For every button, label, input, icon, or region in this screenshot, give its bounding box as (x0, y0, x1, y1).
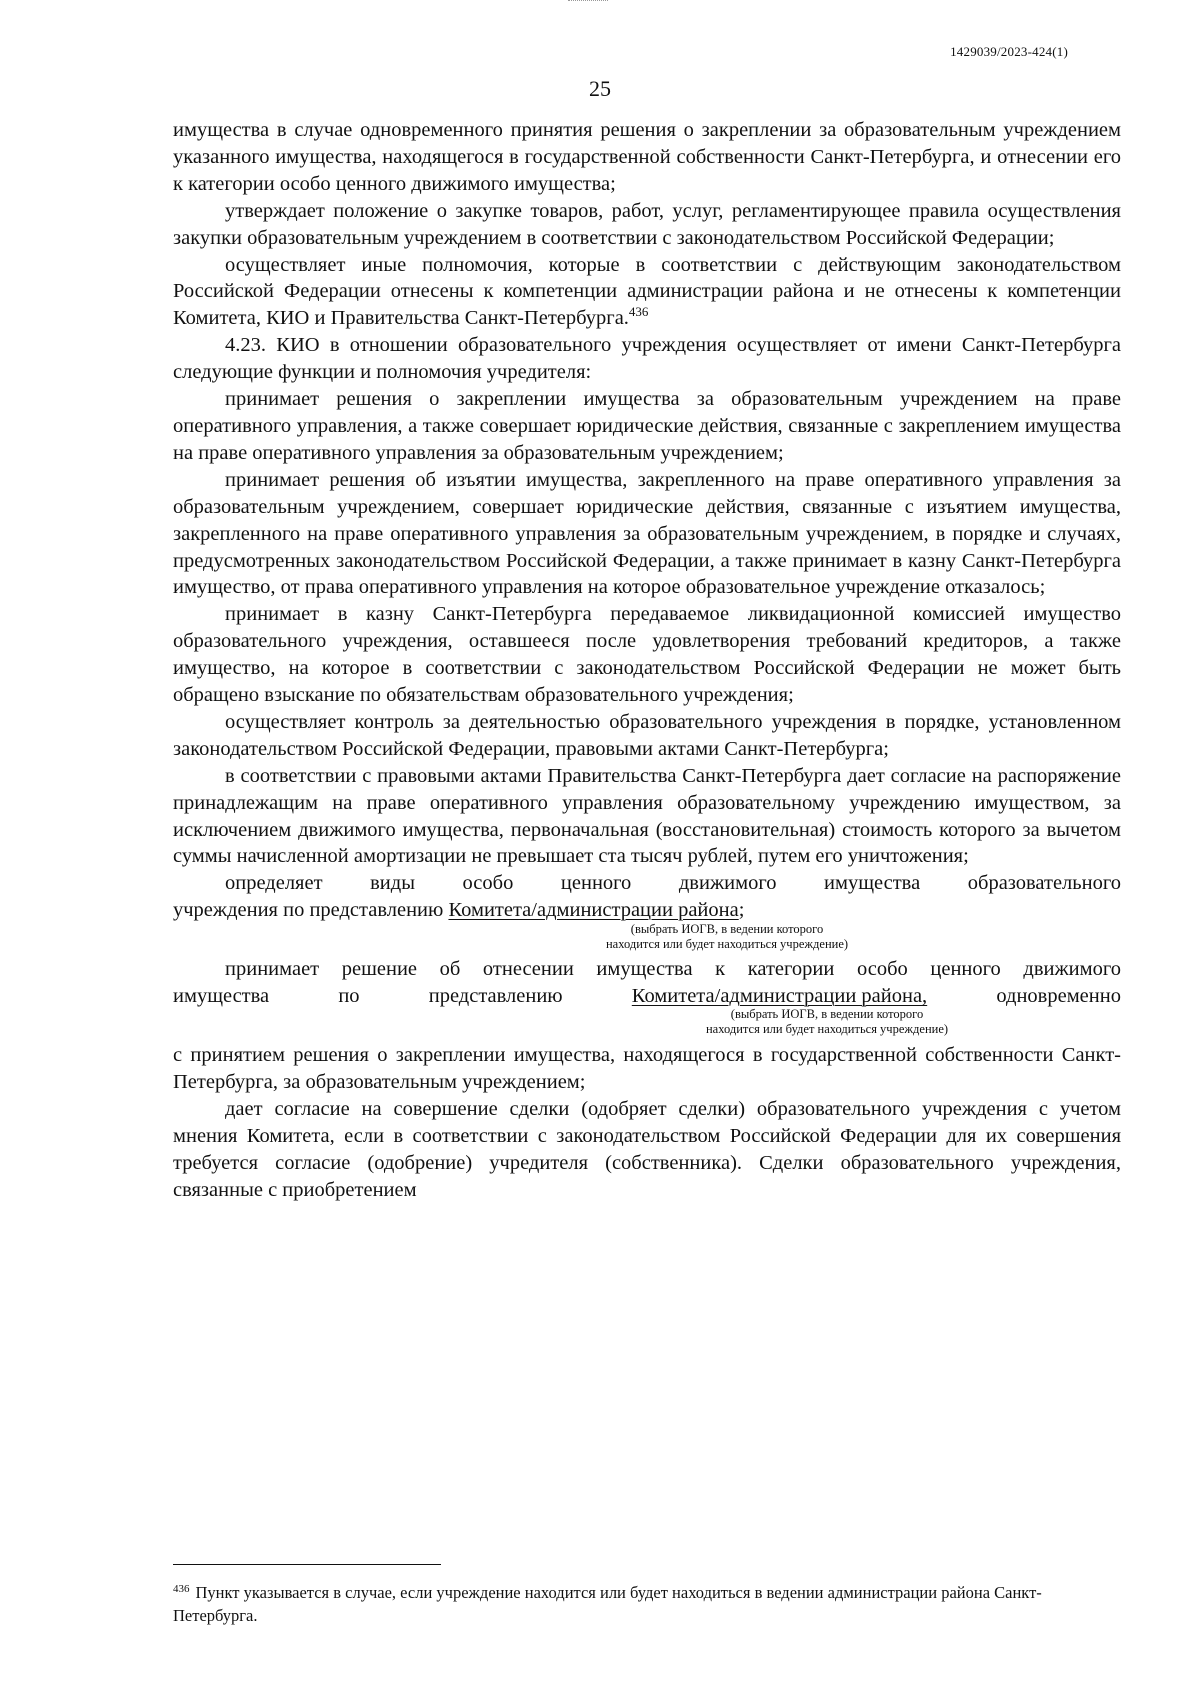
authority-choice-note-2-line1: (выбрать ИОГВ, в ведении которого (730, 1007, 924, 1021)
paragraph-control: осуществляет контроль за деятельностью образовательного учреждения в порядке, установленном законодательством Российской Федерации, правовыми актами Санкт-Петербурга; (173, 710, 1121, 760)
document-id: 1429039/2023-424(1) (950, 44, 1068, 59)
paragraph-consent-disposal: в соответствии с правовыми актами Правительства Санкт-Петербурга дает согласие на распоряжение принадлежащим на праве оперативного управления образовательному учреждению имуществом, за исключением движимого имущества, первоначальная (восстановительная) стоимость которого за вычетом суммы начисленной амортизации не превышает ста тысяч рублей, путем его уничтожения; (173, 764, 1121, 868)
footnote-text: Пункт указывается в случае, если учреждение находится или будет находиться в ведении администрации района Санкт-Петербурга. (173, 1583, 1042, 1625)
authority-choice-note-2-line2: находится или будет находиться учреждение) (705, 1022, 949, 1036)
paragraph-other-powers-text: осуществляет иные полномочия, которые в соответствии с действующим законодательством Российской Федерации отнесены к компетенции администрации района и не отнесены к компетенции Комитета, КИО и Правительства Санкт-Петербурга. (173, 253, 1121, 330)
decision-word-3: представлению (428, 985, 563, 1008)
valuable-types-suffix: ; (738, 899, 745, 922)
footnote-number: 436 (173, 1582, 190, 1595)
paragraph-decision-line2 (173, 983, 1121, 1010)
decision-word-4: одновременно (996, 985, 1121, 1008)
footnote (173, 1581, 1121, 1627)
footnote-reference: 436 (628, 304, 649, 320)
document-body (173, 117, 1121, 1203)
valuable-types-prefix: учреждения по представлению (173, 899, 449, 922)
authority-choice-note-2 (533, 1007, 1121, 1037)
footnote-separator (173, 1564, 441, 1565)
paragraph-4-23: 4.23. КИО в отношении образовательного учреждения осуществляет от имени Санкт-Петербурга следующие функции и полномочия учредителя: (173, 334, 1121, 384)
paragraph-transaction-consent: дает согласие на совершение сделки (одобряет сделки) образовательного учреждения с учетом мнения Комитета, если в соответствии с законодательством Российской Федерации для их совершения требуется согласие (одобрение) учредителя (собственника). Сделки образовательного учреждения, связанные с приобретением (173, 1097, 1121, 1201)
authority-choice-note (333, 922, 1121, 952)
decision-word-1: имущества (173, 985, 270, 1008)
paragraph-valuable-types-line1: определяет виды особо ценного движимого имущества образовательного (225, 872, 1121, 895)
authority-choice-note-line2: находится или будет находиться учреждение) (605, 937, 849, 952)
paragraph-decision-rest: с принятием решения о закреплении имущества, находящегося в государственной собственности Санкт-Петербурга, за образовательным учреждением; (173, 1044, 1121, 1093)
paragraph-other-powers (173, 252, 1121, 333)
paragraph-treasury: принимает в казну Санкт-Петербурга передаваемое ликвидационной комиссией имущество образовательного учреждения, оставшееся после удовлетворения требований кредиторов, а также имущество, на которое в соответствии с законодательством Российской Федерации не может быть обращено взыскание по обязательствам образовательного учреждения; (173, 603, 1121, 707)
scan-artifact-mark (568, 0, 608, 7)
paragraph-procurement: утверждает положение о закупке товаров, работ, услуг, регламентирующее правила осуществления закупки образовательным учреждением в соответствии с законодательством Российской Федерации; (173, 199, 1121, 249)
paragraph-valuable-types-line2 (173, 897, 1121, 924)
page-number: 25 (589, 76, 611, 101)
authority-choice-underlined-2: Комитета/администрации района, (631, 985, 928, 1008)
paragraph-continued: имущества в случае одновременного принятия решения о закреплении за образовательным учреждением указанного имущества, находящегося в государственной собственности Санкт-Петербурга, и отнесении его к категории особо ценного движимого имущества; (173, 119, 1121, 195)
decision-word-2: по (338, 985, 360, 1008)
authority-choice-note-line1: (выбрать ИОГВ, в ведении которого (630, 922, 824, 937)
authority-choice-underlined: Комитета/администрации района (448, 899, 739, 922)
paragraph-withdrawal: принимает решения об изъятии имущества, закрепленного на праве оперативного управления за образовательным учреждением, совершает юридические действия, связанные с изъятием имущества, закрепленного на праве оперативного управления за образовательным учреждением, в порядке и случаях, предусмотренных законодательством Российской Федерации, а также принимает в казну Санкт-Петербурга имущество, от права оперативного управления на которое образовательное учреждение отказалось; (173, 468, 1121, 599)
paragraph-decision-line1: принимает решение об отнесении имущества к категории особо ценного движимого (225, 958, 1121, 981)
paragraph-fixing-property: принимает решения о закреплении имущества за образовательным учреждением на праве оперативного управления, а также совершает юридические действия, связанные с закреплением имущества на праве оперативного управления за образовательным учреждением; (173, 388, 1121, 464)
